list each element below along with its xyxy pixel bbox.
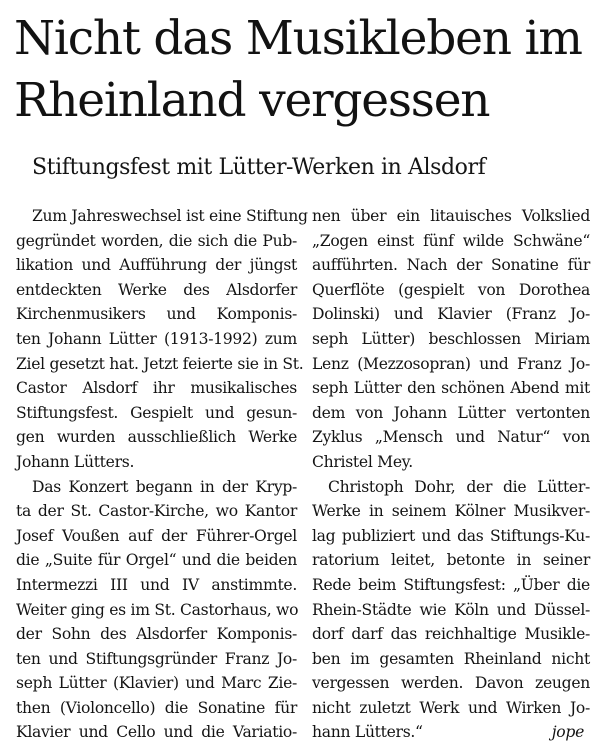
article-column-left <box>16 204 308 745</box>
article-text-line: gegründet worden, die sich die Pub- <box>16 231 297 250</box>
article-text-line: dem von Johann Lütter vertonten <box>312 403 590 422</box>
article-text-line: Klavier und Cello und die Variatio- <box>16 723 297 742</box>
article-text-line: ben im gesamten Rheinland nicht <box>312 649 590 668</box>
article-text-line: Stiftungsfest. Gespielt und gesun- <box>16 403 297 422</box>
article-text-line: Zyklus „Mensch und Natur“ von <box>312 428 590 447</box>
article-text-line: seph Lütter den schönen Abend mit <box>312 379 590 398</box>
headline-line-2: Rheinland vergessen <box>14 73 490 128</box>
article-text-line: Weiter ging es im St. Castorhaus, wo <box>16 600 299 619</box>
article-text-line: Rhein-Städte wie Köln und Düssel- <box>312 600 590 619</box>
headline-line-1: Nicht das Musikleben im <box>14 11 582 66</box>
article-text-line: vergessen werden. Davon zeugen <box>312 674 590 693</box>
article-text-line: Werke in seinem Kölner Musikver- <box>312 502 590 521</box>
article-text-line: then (Violoncello) die Sonatine für <box>16 698 297 717</box>
subheadline: Stiftungsfest mit Lütter-Werken in Alsdorf <box>32 155 486 180</box>
article-text-line: aufführten. Nach der Sonatine für <box>312 256 590 275</box>
article-text-line: Intermezzi III und IV anstimmte. <box>16 575 297 594</box>
article-column-right <box>312 204 590 745</box>
article-column-right-lines <box>312 204 590 720</box>
article-text-line: Ziel gesetzt hat. Jetzt feierte sie in St. <box>16 354 304 373</box>
article-text-line: Kirchenmusikers und Komponis- <box>16 305 297 324</box>
article-text-line: Das Konzert begann in der Kryp- <box>32 477 297 496</box>
article-text-line: nen über ein litauisches Volkslied <box>312 207 590 225</box>
article-text-line: gen wurden ausschließlich Werke <box>16 428 297 447</box>
article-text-line: Zum Jahreswechsel ist eine Stiftung <box>32 207 308 225</box>
article-text-line: Johann Lütters. <box>16 452 135 471</box>
article-text-line: Rede beim Stiftungsfest: „Über die <box>312 575 590 594</box>
article-text-line: ten Johann Lütter (1913-1992) zum <box>16 329 297 348</box>
article-text-line: ten und Stiftungsgründer Franz Jo- <box>16 649 297 668</box>
article-text-line: dorf darf das reichhaltige Musikle- <box>312 625 590 644</box>
article-text-line: Castor Alsdorf ihr musikalisches <box>16 379 297 398</box>
article-text-line: Christel Mey. <box>312 452 413 471</box>
article-text-line: seph Lütter) beschlossen Miriam <box>312 329 590 348</box>
closing-text: hann Lütters.“ <box>312 723 423 742</box>
article-text-line: die „Suite für Orgel“ und die beiden <box>16 551 297 570</box>
article-text-line: ta der St. Castor-Kirche, wo Kantor <box>16 502 297 521</box>
article-text-line: Lenz (Mezzosopran) und Franz Jo- <box>312 354 590 373</box>
article-text-line: nicht zuletzt Werk und Wirken Jo- <box>312 698 590 717</box>
article-text-line: „Zogen einst fünf wilde Schwäne“ <box>312 231 590 250</box>
article-text-line: lag publiziert und das Stiftungs-Ku- <box>312 526 590 545</box>
article-text-line: ratorium leitet, betonte in seiner <box>312 551 590 570</box>
article-text-line: der Sohn des Alsdorfer Komponis- <box>16 625 297 644</box>
headline <box>14 8 590 132</box>
article-text-line: Josef Voußen auf der Führer-Orgel <box>16 526 297 545</box>
article-text-line: seph Lütter (Klavier) und Marc Zie- <box>16 674 297 693</box>
article-text-line: Querflöte (gespielt von Dorothea <box>312 280 590 299</box>
article-text-line: likation und Aufführung der jüngst <box>16 256 297 275</box>
article-text-line: Dolinski) und Klavier (Franz Jo- <box>312 305 590 324</box>
author-signature: jope <box>551 723 584 742</box>
article-text-line: Christoph Dohr, der die Lütter- <box>328 477 590 496</box>
article-text-line: entdeckten Werke des Alsdorfer <box>16 280 297 299</box>
closing-line <box>312 720 590 745</box>
